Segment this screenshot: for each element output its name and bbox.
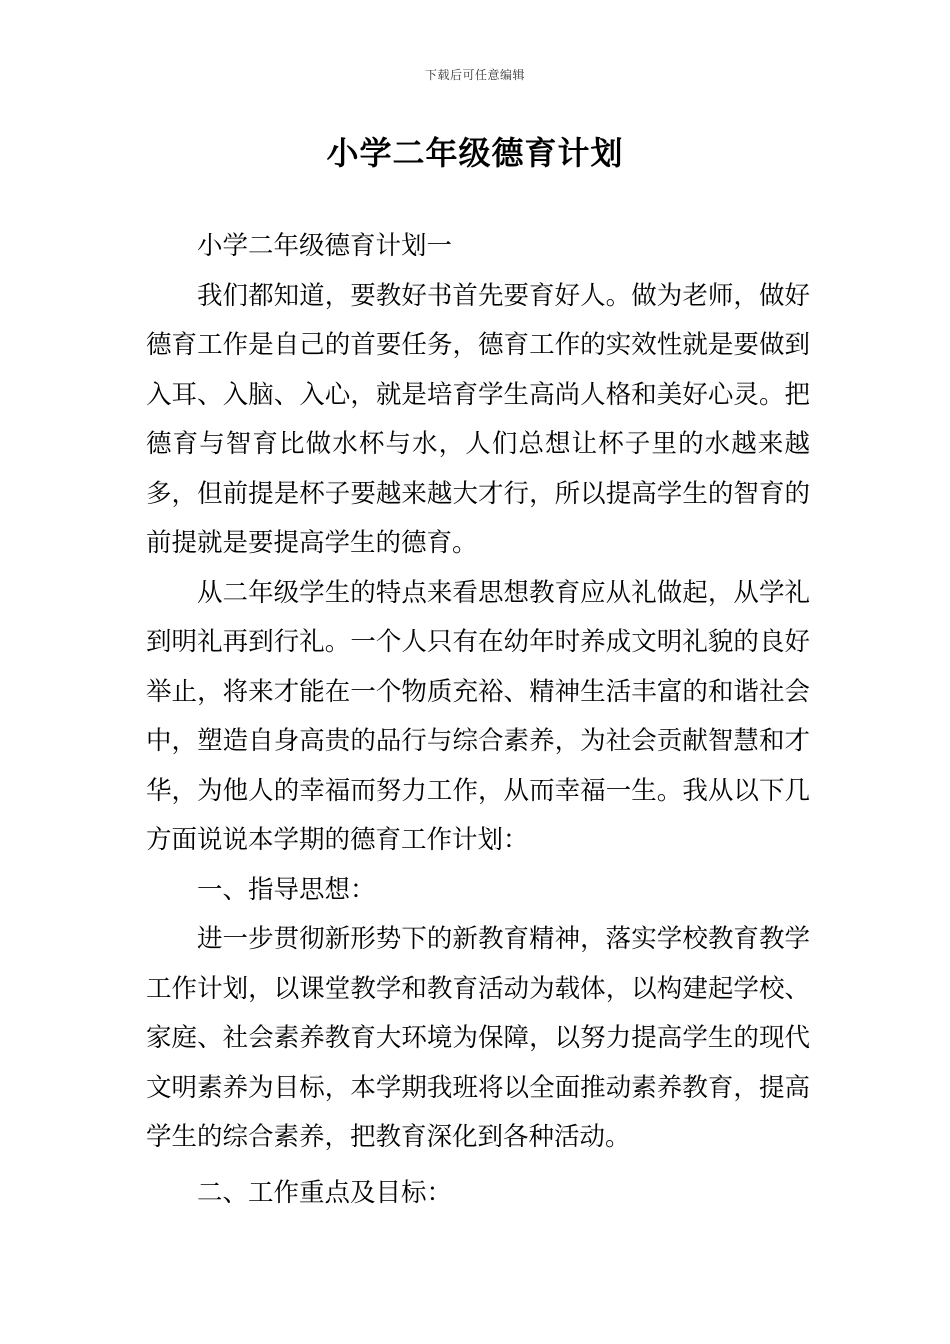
heading-guiding-ideology: 一、指导思想：	[197, 874, 376, 905]
paragraph-etiquette: 从二年级学生的特点来看思想教育应从礼做起，从学礼到明礼再到行礼。一个人只有在幼年时养成文明礼貌的良好举止，将来才能在一个物质充裕、精神生活丰富的和谐社会中，塑造自身高贵的品行与综合素养，为社会贡献智慧和才华，为他人的幸福而努力工作，从而幸福一生。我从以下几方面说说本学期的德育工作计划：	[146, 577, 810, 855]
document-body	[146, 222, 810, 1218]
section-subtitle: 小学二年级德育计划一	[197, 231, 453, 261]
heading-work-focus: 二、工作重点及目标：	[197, 1177, 453, 1208]
header-note: 下载后可任意编辑	[424, 68, 525, 82]
paragraph-intro: 我们都知道，要教好书首先要育好人。做为老师，做好德育工作是自己的首要任务，德育工作的实效性就是要做到入耳、入脑、入心，就是培育学生高尚人格和美好心灵。把德育与智育比做水杯与水，人们总想让杯子里的水越来越多，但前提是杯子要越来越大才行，所以提高学生的智育的前提就是要提高学生的德育。	[146, 280, 810, 558]
paragraph-guiding-ideology: 进一步贯彻新形势下的新教育精神，落实学校教育教学工作计划，以课堂教学和教育活动为载体，以构建起学校、家庭、社会素养教育大环境为保障，以努力提高学生的现代文明素养为目标，本学期我班将以全面推动素养教育，提高学生的综合素养，把教育深化到各种活动。	[146, 924, 810, 1152]
page-title: 小学二年级德育计划	[326, 134, 624, 172]
